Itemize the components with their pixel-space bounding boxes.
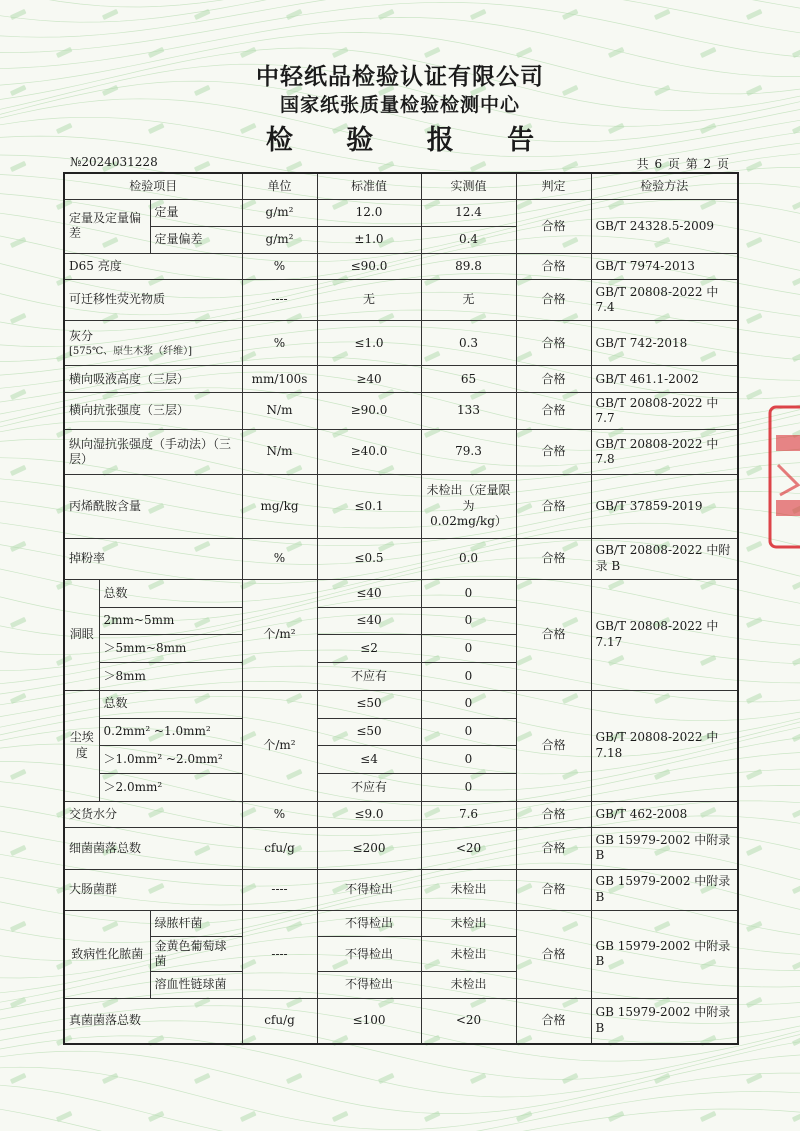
measured-cell: 0	[421, 690, 516, 718]
item-name: 金黄色葡萄球菌	[150, 937, 242, 972]
header-method: 检验方法	[591, 173, 738, 200]
watermark-wave-line	[0, 1067, 800, 1130]
table-row	[64, 200, 738, 227]
company-name: 中轻纸品检验认证有限公司	[256, 63, 544, 90]
standard-cell: ≤200	[317, 828, 421, 869]
measured-cell: 0	[421, 746, 516, 774]
standard-cell: ≤50	[317, 718, 421, 746]
measured-cell: 79.3	[421, 430, 516, 475]
item-name: 真菌菌落总数	[64, 999, 242, 1044]
watermark-logo-mark	[10, 921, 27, 932]
watermark-logo-mark	[286, 161, 303, 172]
result-cell: 合格	[516, 580, 591, 691]
unit-cell: %	[242, 321, 317, 366]
standard-cell: 不得检出	[317, 910, 421, 937]
item-name-text: 灰分	[69, 329, 94, 344]
result-cell: 合格	[516, 828, 591, 869]
watermark-logo-mark	[608, 47, 625, 58]
inspection-results-table	[63, 172, 739, 1045]
watermark-logo-mark	[792, 731, 800, 742]
item-name: 横向抗张强度（三层）	[64, 393, 242, 430]
watermark-logo-mark	[194, 1073, 211, 1084]
item-name: 纵向湿抗张强度（手动法）（三层）	[64, 430, 242, 475]
measured-cell: 133	[421, 393, 516, 430]
method-cell: GB 15979-2002 中附录 B	[591, 869, 738, 910]
watermark-logo-mark	[10, 465, 27, 476]
measured-cell: 未检出	[421, 937, 516, 972]
method-cell: GB/T 461.1-2002	[591, 366, 738, 393]
table-row	[64, 690, 738, 718]
method-cell: GB 15979-2002 中附录 B	[591, 910, 738, 998]
measured-cell: <20	[421, 828, 516, 869]
group-label: 致病性化脓菌	[64, 910, 150, 998]
watermark-logo-mark	[286, 1073, 303, 1084]
method-cell: GB/T 20808-2022 中 7.8	[591, 430, 738, 475]
watermark-logo-mark	[608, 1111, 625, 1122]
watermark-wave-line	[0, 0, 800, 22]
item-name: 总数	[99, 690, 242, 718]
result-cell: 合格	[516, 910, 591, 998]
measured-cell: 0	[421, 635, 516, 663]
method-cell: GB 15979-2002 中附录 B	[591, 828, 738, 869]
watermark-logo-mark	[562, 1073, 579, 1084]
unit-cell: mm/100s	[242, 366, 317, 393]
center-name: 国家纸张质量检验检测中心	[279, 94, 520, 116]
result-cell: 合格	[516, 366, 591, 393]
result-cell: 合格	[516, 690, 591, 801]
watermark-logo-mark	[56, 1111, 73, 1122]
item-name: 丙烯酰胺含量	[64, 475, 242, 539]
result-cell: 合格	[516, 253, 591, 280]
watermark-logo-mark	[10, 769, 27, 780]
standard-cell: 不得检出	[317, 937, 421, 972]
watermark-logo-mark	[700, 47, 717, 58]
watermark-logo-mark	[10, 161, 27, 172]
watermark-logo-mark	[286, 9, 303, 20]
result-cell: 合格	[516, 393, 591, 430]
watermark-logo-mark	[746, 9, 763, 20]
watermark-logo-mark	[746, 617, 763, 628]
unit-cell: cfu/g	[242, 828, 317, 869]
header-unit: 单位	[242, 173, 317, 200]
table-row	[64, 366, 738, 393]
watermark-wave-line	[0, 0, 800, 37]
watermark-logo-mark	[746, 161, 763, 172]
watermark-wave-line	[0, 1109, 800, 1131]
item-name	[64, 321, 242, 366]
standard-cell: 不应有	[317, 663, 421, 691]
item-name: 总数	[99, 580, 242, 608]
table-row	[64, 910, 738, 937]
standard-cell: 不得检出	[317, 972, 421, 999]
watermark-logo-mark	[654, 1073, 671, 1084]
table-row	[64, 321, 738, 366]
unit-cell: %	[242, 801, 317, 828]
table-row	[64, 393, 738, 430]
unit-cell: N/m	[242, 393, 317, 430]
standard-cell: ≥90.0	[317, 393, 421, 430]
watermark-logo-mark	[746, 769, 763, 780]
report-number: №2024031228	[70, 155, 158, 169]
watermark-logo-mark	[792, 275, 800, 286]
result-cell: 合格	[516, 475, 591, 539]
table-row	[64, 475, 738, 539]
watermark-logo-mark	[10, 313, 27, 324]
item-name: 交货水分	[64, 801, 242, 828]
unit-cell: ----	[242, 869, 317, 910]
watermark-logo-mark	[746, 541, 763, 552]
group-label: 洞眼	[64, 580, 99, 691]
item-name: 大肠菌群	[64, 869, 242, 910]
method-cell: GB/T 7974-2013	[591, 253, 738, 280]
item-name: 0.2mm² ~1.0mm²	[99, 718, 242, 746]
measured-cell: 未检出（定量限为 0.02mg/kg）	[421, 475, 516, 539]
table-row	[64, 253, 738, 280]
method-cell: GB/T 24328.5-2009	[591, 200, 738, 253]
result-cell: 合格	[516, 999, 591, 1044]
watermark-logo-mark	[10, 617, 27, 628]
unit-cell: N/m	[242, 430, 317, 475]
watermark-logo-mark	[654, 9, 671, 20]
header-result: 判定	[516, 173, 591, 200]
method-cell: GB/T 20808-2022 中附录 B	[591, 538, 738, 579]
watermark-logo-mark	[470, 1073, 487, 1084]
watermark-logo-mark	[378, 161, 395, 172]
unit-cell: ----	[242, 910, 317, 998]
table-row	[64, 280, 738, 321]
measured-cell: 89.8	[421, 253, 516, 280]
watermark-logo-mark	[792, 579, 800, 590]
table-row	[64, 538, 738, 579]
unit-cell: g/m²	[242, 226, 317, 253]
result-cell: 合格	[516, 801, 591, 828]
watermark-logo-mark	[792, 959, 800, 970]
unit-cell: ----	[242, 280, 317, 321]
table-row	[64, 999, 738, 1044]
standard-cell: 无	[317, 280, 421, 321]
measured-cell: 12.4	[421, 200, 516, 227]
measured-cell: 0.4	[421, 226, 516, 253]
item-name: 溶血性链球菌	[150, 972, 242, 999]
watermark-logo-mark	[470, 9, 487, 20]
watermark-logo-mark	[10, 693, 27, 704]
item-name: 2mm~5mm	[99, 607, 242, 635]
watermark-logo-mark	[148, 1111, 165, 1122]
group-label: 定量及定量偏差	[64, 200, 150, 253]
watermark-logo-mark	[562, 161, 579, 172]
watermark-logo-mark	[10, 1073, 27, 1084]
watermark-logo-mark	[700, 1111, 717, 1122]
watermark-logo-mark	[746, 693, 763, 704]
watermark-logo-mark	[378, 9, 395, 20]
watermark-logo-mark	[792, 883, 800, 894]
measured-cell: 未检出	[421, 869, 516, 910]
watermark-logo-mark	[240, 1111, 257, 1122]
method-cell: GB/T 462-2008	[591, 801, 738, 828]
standard-cell: ≤40	[317, 607, 421, 635]
watermark-logo-mark	[792, 351, 800, 362]
method-cell: GB/T 20808-2022 中 7.4	[591, 280, 738, 321]
watermark-logo-mark	[746, 237, 763, 248]
watermark-logo-mark	[792, 199, 800, 210]
watermark-logo-mark	[10, 845, 27, 856]
standard-cell: 不应有	[317, 774, 421, 802]
result-cell: 合格	[516, 280, 591, 321]
result-cell: 合格	[516, 538, 591, 579]
item-name: ＞8mm	[99, 663, 242, 691]
table-row	[64, 801, 738, 828]
watermark-logo-mark	[194, 161, 211, 172]
watermark-logo-mark	[240, 47, 257, 58]
method-cell: GB/T 20808-2022 中 7.7	[591, 393, 738, 430]
unit-cell: %	[242, 538, 317, 579]
measured-cell: <20	[421, 999, 516, 1044]
method-cell: GB/T 20808-2022 中 7.17	[591, 580, 738, 691]
measured-cell: 0.0	[421, 538, 516, 579]
item-name: ＞1.0mm² ~2.0mm²	[99, 746, 242, 774]
item-name: 掉粉率	[64, 538, 242, 579]
watermark-logo-mark	[746, 313, 763, 324]
standard-cell: ≥40.0	[317, 430, 421, 475]
unit-cell: g/m²	[242, 200, 317, 227]
header-item: 检验项目	[64, 173, 242, 200]
item-name: 定量偏差	[150, 226, 242, 253]
measured-cell: 65	[421, 366, 516, 393]
result-cell: 合格	[516, 321, 591, 366]
item-name: 绿脓杆菌	[150, 910, 242, 937]
table-row	[64, 580, 738, 608]
watermark-logo-mark	[470, 161, 487, 172]
measured-cell: 0.3	[421, 321, 516, 366]
watermark-logo-mark	[102, 9, 119, 20]
watermark-logo-mark	[56, 47, 73, 58]
header-measured: 实测值	[421, 173, 516, 200]
standard-cell: ≤1.0	[317, 321, 421, 366]
item-name: 可迁移性荧光物质	[64, 280, 242, 321]
standard-cell: ≤40	[317, 580, 421, 608]
watermark-logo-mark	[332, 1111, 349, 1122]
item-name: 定量	[150, 200, 242, 227]
watermark-logo-mark	[792, 655, 800, 666]
result-cell: 合格	[516, 869, 591, 910]
watermark-logo-mark	[424, 1111, 441, 1122]
method-cell: GB 15979-2002 中附录 B	[591, 999, 738, 1044]
unit-cell: mg/kg	[242, 475, 317, 539]
measured-cell: 0	[421, 607, 516, 635]
standard-cell: ≥40	[317, 366, 421, 393]
watermark-wave-line	[0, 1085, 800, 1131]
red-seal-stamp	[768, 405, 800, 555]
watermark-logo-mark	[194, 9, 211, 20]
item-name: 横向吸液高度（三层）	[64, 366, 242, 393]
measured-cell: 7.6	[421, 801, 516, 828]
table-header-row	[64, 173, 738, 200]
standard-cell: ≤4	[317, 746, 421, 774]
measured-cell: 无	[421, 280, 516, 321]
measured-cell: 0	[421, 774, 516, 802]
watermark-logo-mark	[746, 997, 763, 1008]
standard-cell: 不得检出	[317, 869, 421, 910]
item-name: ＞2.0mm²	[99, 774, 242, 802]
watermark-logo-mark	[792, 1111, 800, 1122]
result-cell: 合格	[516, 430, 591, 475]
method-cell: GB/T 20808-2022 中 7.18	[591, 690, 738, 801]
standard-cell: ≤0.1	[317, 475, 421, 539]
watermark-logo-mark	[746, 845, 763, 856]
group-label: 尘埃度	[64, 690, 99, 801]
item-name: D65 亮度	[64, 253, 242, 280]
standard-cell: ≤0.5	[317, 538, 421, 579]
item-note: [575℃、原生木浆（纤维）]	[69, 345, 193, 357]
watermark-logo-mark	[10, 541, 27, 552]
watermark-logo-mark	[746, 921, 763, 932]
watermark-logo-mark	[332, 47, 349, 58]
unit-cell: cfu/g	[242, 999, 317, 1044]
standard-cell: ≤2	[317, 635, 421, 663]
measured-cell: 未检出	[421, 972, 516, 999]
unit-cell: %	[242, 253, 317, 280]
page-indicator: 共 6 页 第 2 页	[636, 157, 730, 171]
method-cell: GB/T 37859-2019	[591, 475, 738, 539]
table-row	[64, 869, 738, 910]
method-cell: GB/T 742-2018	[591, 321, 738, 366]
table-row	[64, 430, 738, 475]
header-standard: 标准值	[317, 173, 421, 200]
standard-cell: 12.0	[317, 200, 421, 227]
standard-cell: ±1.0	[317, 226, 421, 253]
document-title: 检 验 报 告	[265, 125, 557, 156]
measured-cell: 未检出	[421, 910, 516, 937]
watermark-logo-mark	[792, 807, 800, 818]
measured-cell: 0	[421, 663, 516, 691]
measured-cell: 0	[421, 718, 516, 746]
measured-cell: 0	[421, 580, 516, 608]
watermark-logo-mark	[148, 47, 165, 58]
table-row	[64, 828, 738, 869]
result-cell: 合格	[516, 200, 591, 253]
watermark-logo-mark	[562, 9, 579, 20]
unit-cell: 个/m²	[242, 690, 317, 801]
unit-cell: 个/m²	[242, 580, 317, 691]
item-name: ＞5mm~8mm	[99, 635, 242, 663]
standard-cell: ≤50	[317, 690, 421, 718]
watermark-logo-mark	[516, 47, 533, 58]
standard-cell: ≤90.0	[317, 253, 421, 280]
standard-cell: ≤9.0	[317, 801, 421, 828]
standard-cell: ≤100	[317, 999, 421, 1044]
item-name: 细菌菌落总数	[64, 828, 242, 869]
watermark-logo-mark	[424, 47, 441, 58]
